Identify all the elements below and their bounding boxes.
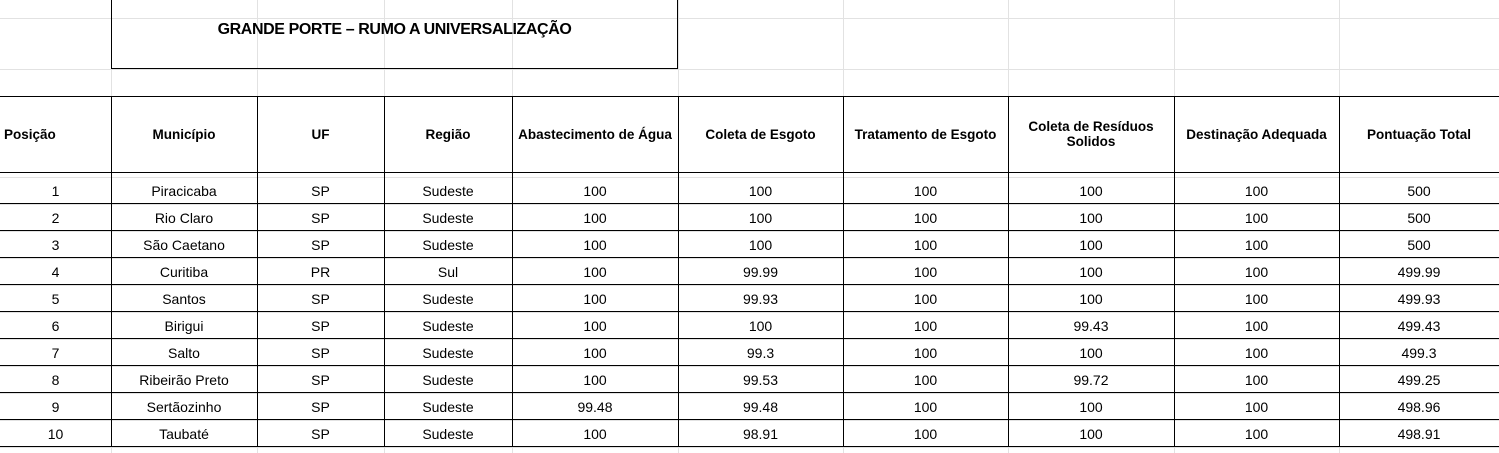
cell-coleta-residuos[interactable]: 100: [1079, 209, 1103, 226]
cell-uf[interactable]: SP: [311, 425, 330, 442]
cell-destinacao-adequada[interactable]: 100: [1244, 317, 1269, 334]
cell-municipio[interactable]: São Caetano: [143, 236, 225, 253]
cell-coleta-esgoto[interactable]: 99.48: [742, 398, 779, 415]
cell-municipio[interactable]: Piracicaba: [151, 182, 217, 199]
cell-abastecimento-agua[interactable]: 100: [583, 263, 607, 280]
header-coleta-esgoto[interactable]: Coleta de Esgoto: [705, 126, 816, 142]
cell-uf[interactable]: SP: [311, 290, 330, 307]
cell-pontuacao-total[interactable]: 499.93: [1397, 290, 1441, 307]
cell-coleta-esgoto[interactable]: 100: [748, 182, 773, 199]
cell-abastecimento-agua[interactable]: 100: [583, 209, 607, 226]
cell-regiao[interactable]: Sudeste: [422, 317, 474, 334]
cell-abastecimento-agua[interactable]: 100: [583, 236, 607, 253]
cell-coleta-esgoto[interactable]: 100: [748, 317, 773, 334]
cell-abastecimento-agua[interactable]: 100: [583, 182, 607, 199]
cell-destinacao-adequada[interactable]: 100: [1244, 209, 1269, 226]
cell-municipio[interactable]: Santos: [162, 290, 206, 307]
cell-pontuacao-total[interactable]: 499.43: [1397, 317, 1441, 334]
cell-coleta-residuos[interactable]: 100: [1079, 398, 1103, 415]
cell-destinacao-adequada[interactable]: 100: [1244, 263, 1269, 280]
cell-municipio[interactable]: Taubaté: [159, 425, 209, 442]
cell-regiao[interactable]: Sudeste: [422, 344, 474, 361]
header-uf[interactable]: UF: [311, 126, 330, 142]
sheet-title[interactable]: GRANDE PORTE – RUMO A UNIVERSALIZAÇÃO: [217, 21, 572, 38]
cell-coleta-residuos[interactable]: 100: [1079, 290, 1103, 307]
cell-municipio[interactable]: Rio Claro: [154, 209, 214, 226]
cell-municipio[interactable]: Birigui: [164, 317, 204, 334]
cell-tratamento-esgoto[interactable]: 100: [913, 371, 938, 388]
cell-coleta-esgoto[interactable]: 99.3: [746, 344, 775, 361]
cell-coleta-residuos[interactable]: 100: [1079, 236, 1103, 253]
header-pontuacao-total[interactable]: Pontuação Total: [1366, 126, 1471, 142]
cell-coleta-esgoto[interactable]: 99.99: [742, 263, 779, 280]
cell-posicao[interactable]: 8: [51, 371, 60, 388]
cell-uf[interactable]: SP: [311, 182, 330, 199]
cell-tratamento-esgoto[interactable]: 100: [913, 236, 938, 253]
cell-posicao[interactable]: 4: [51, 263, 60, 280]
cell-coleta-esgoto[interactable]: 99.53: [742, 371, 779, 388]
cell-pontuacao-total[interactable]: 500: [1407, 209, 1431, 226]
cell-tratamento-esgoto[interactable]: 100: [913, 344, 938, 361]
header-coleta-residuos[interactable]: Coleta de Resíduos Solidos: [1028, 119, 1154, 149]
cell-municipio[interactable]: Curitiba: [159, 263, 209, 280]
cell-pontuacao-total[interactable]: 499.99: [1397, 263, 1441, 280]
cell-coleta-residuos[interactable]: 100: [1079, 263, 1103, 280]
cell-posicao[interactable]: 9: [51, 398, 60, 415]
cell-posicao[interactable]: 1: [51, 182, 60, 199]
cell-coleta-residuos[interactable]: 100: [1079, 425, 1103, 442]
cell-uf[interactable]: SP: [311, 371, 330, 388]
cell-abastecimento-agua[interactable]: 100: [583, 290, 607, 307]
cell-abastecimento-agua[interactable]: 100: [583, 317, 607, 334]
cell-coleta-esgoto[interactable]: 100: [748, 209, 773, 226]
cell-coleta-residuos[interactable]: 100: [1079, 344, 1103, 361]
cell-regiao[interactable]: Sudeste: [422, 236, 474, 253]
cell-tratamento-esgoto[interactable]: 100: [913, 182, 938, 199]
cell-pontuacao-total[interactable]: 500: [1407, 236, 1431, 253]
cell-coleta-esgoto[interactable]: 100: [748, 236, 773, 253]
cell-pontuacao-total[interactable]: 498.96: [1397, 398, 1441, 415]
cell-coleta-residuos[interactable]: 99.72: [1073, 371, 1109, 388]
cell-regiao[interactable]: Sudeste: [422, 371, 474, 388]
cell-regiao[interactable]: Sul: [437, 263, 459, 280]
cell-coleta-residuos[interactable]: 99.43: [1073, 317, 1109, 334]
cell-posicao[interactable]: 5: [51, 290, 60, 307]
cell-destinacao-adequada[interactable]: 100: [1244, 182, 1269, 199]
cell-coleta-esgoto[interactable]: 99.93: [742, 290, 779, 307]
header-municipio[interactable]: Município: [152, 126, 216, 142]
cell-tratamento-esgoto[interactable]: 100: [913, 425, 938, 442]
cell-uf[interactable]: PR: [310, 263, 331, 280]
header-destinacao-adequada[interactable]: Destinação Adequada: [1186, 126, 1327, 142]
cell-coleta-residuos[interactable]: 100: [1079, 182, 1103, 199]
cell-posicao[interactable]: 6: [51, 317, 60, 334]
cell-abastecimento-agua[interactable]: 100: [583, 425, 607, 442]
cell-municipio[interactable]: Ribeirão Preto: [139, 371, 229, 388]
cell-pontuacao-total[interactable]: 499.25: [1397, 371, 1441, 388]
cell-uf[interactable]: SP: [311, 236, 330, 253]
cell-abastecimento-agua[interactable]: 100: [583, 344, 607, 361]
header-posicao[interactable]: Posição: [4, 126, 56, 142]
cell-tratamento-esgoto[interactable]: 100: [913, 290, 938, 307]
header-tratamento-esgoto[interactable]: Tratamento de Esgoto: [854, 126, 997, 142]
cell-uf[interactable]: SP: [311, 398, 330, 415]
cell-regiao[interactable]: Sudeste: [422, 290, 474, 307]
cell-uf[interactable]: SP: [311, 317, 330, 334]
cell-destinacao-adequada[interactable]: 100: [1244, 344, 1269, 361]
cell-tratamento-esgoto[interactable]: 100: [913, 317, 938, 334]
cell-posicao[interactable]: 10: [47, 425, 64, 442]
cell-destinacao-adequada[interactable]: 100: [1244, 398, 1269, 415]
cell-destinacao-adequada[interactable]: 100: [1244, 425, 1269, 442]
cell-municipio[interactable]: Sertãozinho: [146, 398, 222, 415]
cell-pontuacao-total[interactable]: 500: [1407, 182, 1431, 199]
cell-municipio[interactable]: Salto: [168, 344, 200, 361]
cell-posicao[interactable]: 7: [51, 344, 60, 361]
cell-tratamento-esgoto[interactable]: 100: [913, 209, 938, 226]
header-abastecimento-agua[interactable]: Abastecimento de Água: [518, 126, 672, 142]
header-regiao[interactable]: Região: [425, 126, 471, 142]
cell-regiao[interactable]: Sudeste: [422, 209, 474, 226]
cell-tratamento-esgoto[interactable]: 100: [913, 398, 938, 415]
cell-coleta-esgoto[interactable]: 98.91: [742, 425, 779, 442]
cell-posicao[interactable]: 3: [51, 236, 60, 253]
cell-abastecimento-agua[interactable]: 99.48: [577, 398, 613, 415]
cell-destinacao-adequada[interactable]: 100: [1244, 290, 1269, 307]
cell-destinacao-adequada[interactable]: 100: [1244, 236, 1269, 253]
cell-regiao[interactable]: Sudeste: [422, 398, 474, 415]
cell-pontuacao-total[interactable]: 499.3: [1401, 344, 1437, 361]
cell-regiao[interactable]: Sudeste: [422, 182, 474, 199]
cell-abastecimento-agua[interactable]: 100: [583, 371, 607, 388]
cell-pontuacao-total[interactable]: 498.91: [1397, 425, 1441, 442]
cell-uf[interactable]: SP: [311, 209, 330, 226]
cell-posicao[interactable]: 2: [51, 209, 60, 226]
cell-tratamento-esgoto[interactable]: 100: [913, 263, 938, 280]
cell-regiao[interactable]: Sudeste: [422, 425, 474, 442]
cell-destinacao-adequada[interactable]: 100: [1244, 371, 1269, 388]
cell-uf[interactable]: SP: [311, 344, 330, 361]
